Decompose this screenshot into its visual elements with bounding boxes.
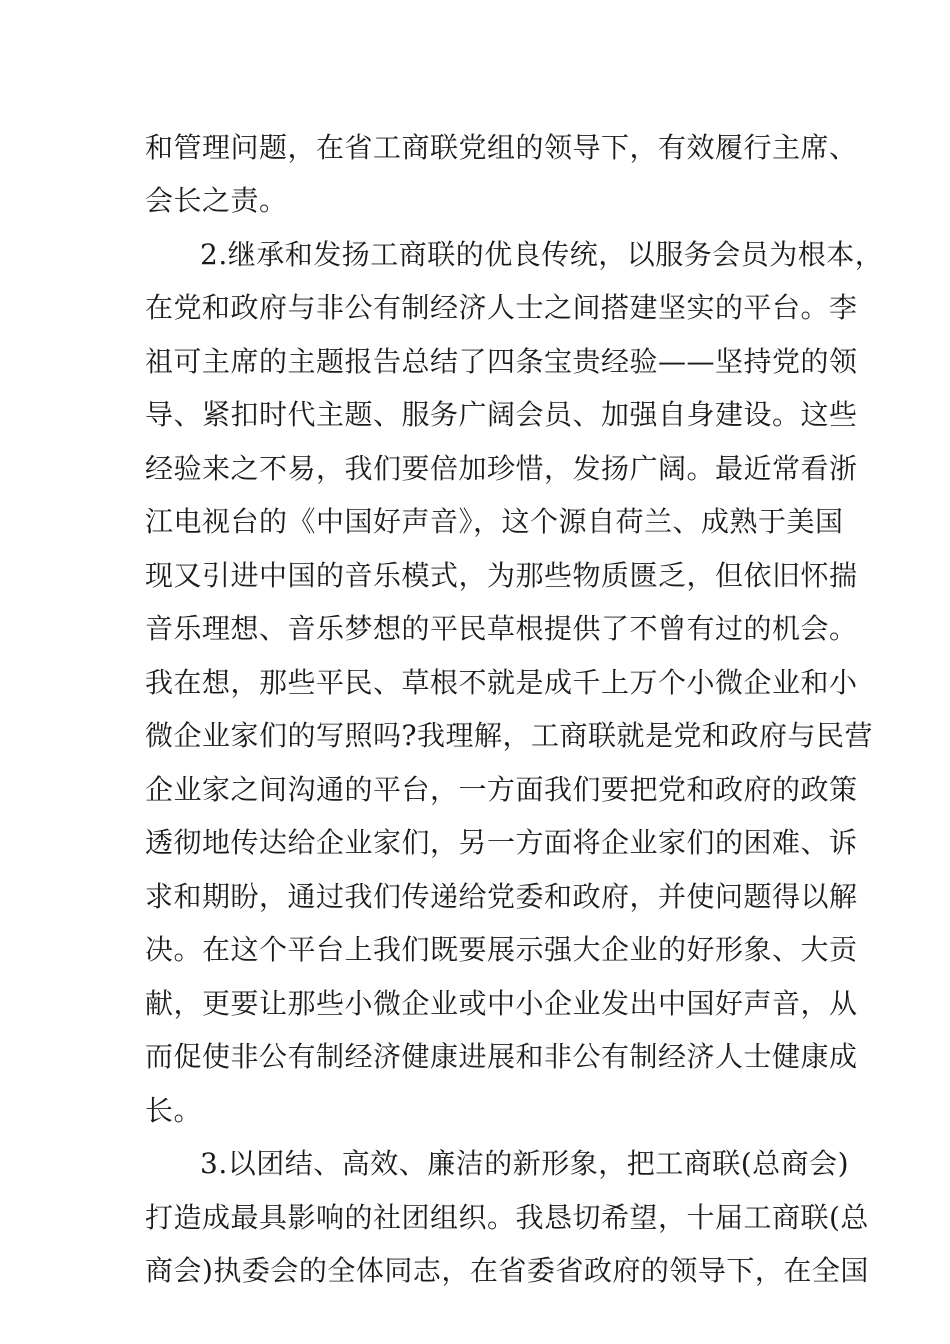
- text-line: 在党和政府与非公有制经济人士之间搭建坚实的平台。李: [145, 291, 858, 324]
- text-line: 江电视台的《中国好声音》，这个源自荷兰、成熟于美国: [145, 505, 844, 538]
- text-line: 会长之责。: [145, 184, 288, 217]
- text-line: 商会)执委会的全体同志，在省委省政府的领导下，在全国: [145, 1254, 869, 1287]
- text-line: 透彻地传达给企业家们，另一方面将企业家们的困难、诉: [145, 826, 858, 859]
- text-line: 求和期盼，通过我们传递给党委和政府，并使问题得以解: [145, 880, 858, 913]
- text-line: 我在想，那些平民、草根不就是成千上万个小微企业和小: [145, 666, 858, 699]
- text-line: 打造成最具影响的社团组织。我恳切希望，十届工商联(总: [145, 1201, 869, 1234]
- text-line: 导、紧扣时代主题、服务广阔会员、加强自身建设。这些: [145, 398, 858, 431]
- text-line: 决。在这个平台上我们既要展示强大企业的好形象、大贡: [145, 933, 858, 966]
- text-line: 3.以团结、高效、廉洁的新形象，把工商联(总商会): [200, 1147, 850, 1180]
- text-line: 而促使非公有制经济健康进展和非公有制经济人士健康成: [145, 1040, 858, 1073]
- text-line: 企业家之间沟通的平台，一方面我们要把党和政府的政策: [145, 773, 858, 806]
- text-line: 现又引进中国的音乐模式，为那些物质匮乏，但依旧怀揣: [145, 559, 858, 592]
- text-line: 2.继承和发扬工商联的优良传统，以服务会员为根本，: [200, 238, 884, 271]
- text-line: 祖可主席的主题报告总结了四条宝贵经验——坚持党的领: [145, 345, 858, 378]
- text-line: 长。: [145, 1094, 203, 1127]
- text-line: 和管理问题，在省工商联党组的领导下，有效履行主席、: [145, 131, 858, 164]
- text-line: 音乐理想、音乐梦想的平民草根提供了不曾有过的机会。: [145, 612, 858, 645]
- text-line: 经验来之不易，我们要倍加珍惜，发扬广阔。最近常看浙: [145, 452, 858, 485]
- text-line: 微企业家们的写照吗?我理解，工商联就是党和政府与民营: [145, 719, 874, 752]
- text-line: 献，更要让那些小微企业或中小企业发出中国好声音，从: [145, 987, 858, 1020]
